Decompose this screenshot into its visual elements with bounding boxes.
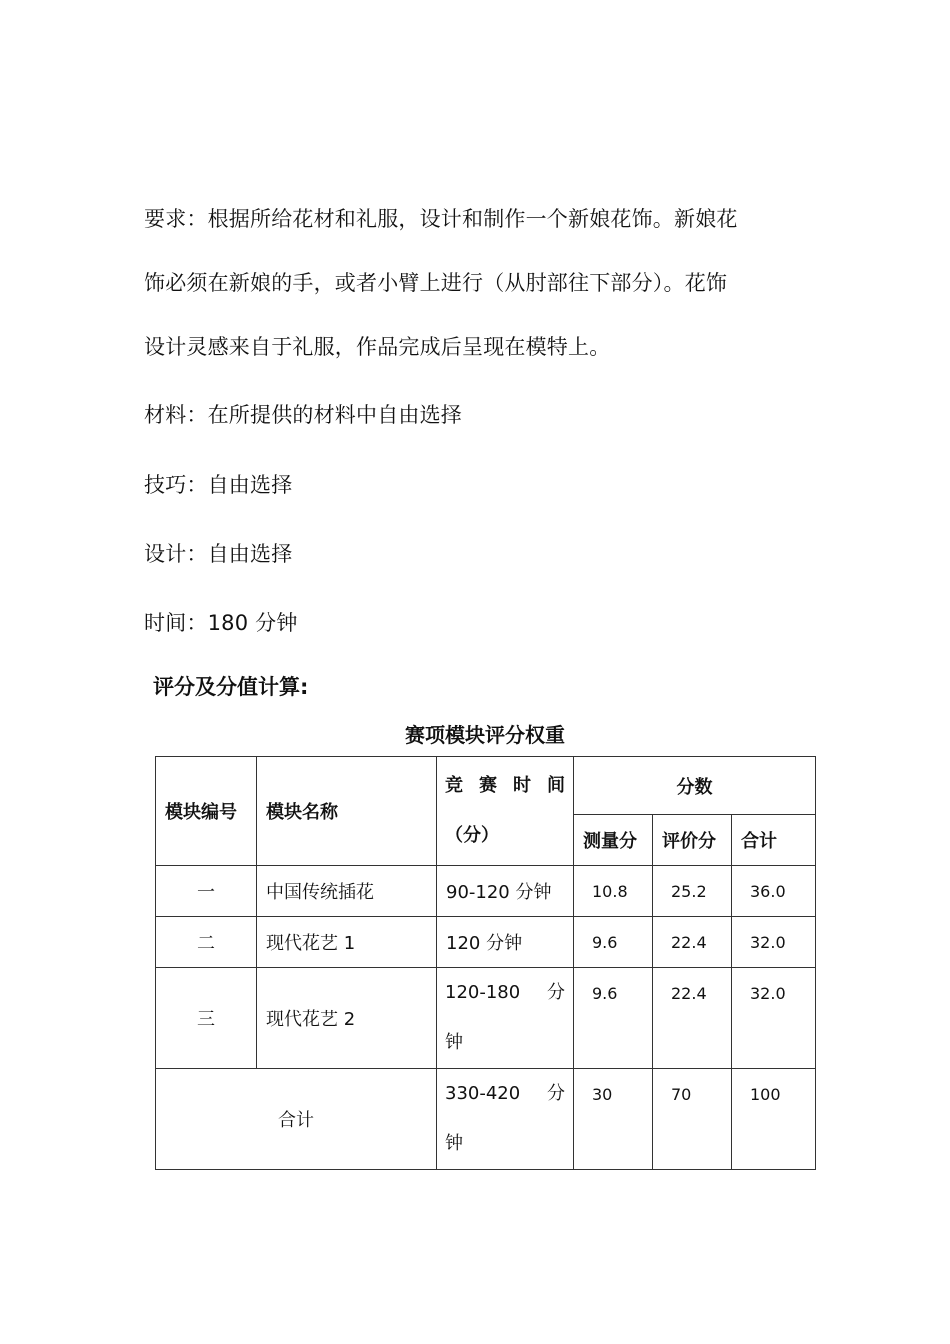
scoring-heading: 评分及分值计算: (153, 675, 309, 699)
row-time-line-2: 钟 (445, 1032, 463, 1053)
materials-text: 材料：在所提供的材料中自由选择 (144, 403, 462, 427)
row-evaluate: 22.4 (653, 917, 732, 968)
total-measure: 30 (574, 1069, 653, 1170)
row-total: 32.0 (732, 968, 816, 1069)
technique-text: 技巧：自由选择 (144, 473, 293, 497)
row-module-name: 现代花艺 2 (257, 968, 437, 1069)
row-module-no: 一 (156, 866, 257, 917)
header-evaluate: 评价分 (653, 815, 732, 866)
row-total: 36.0 (732, 866, 816, 917)
table-row (156, 968, 816, 1069)
table-row (156, 866, 816, 917)
table-row (156, 917, 816, 968)
header-time (437, 757, 574, 866)
header-total: 合计 (732, 815, 816, 866)
row-module-no: 三 (156, 968, 257, 1069)
total-time (437, 1069, 574, 1170)
header-module-no: 模块编号 (156, 757, 257, 866)
requirements-line-1: 要求：根据所给花材和礼服，设计和制作一个新娘花饰。新娘花 (144, 207, 738, 231)
row-time-line-1: 120-180 分 (445, 982, 565, 1003)
time-text: 时间：180 分钟 (144, 611, 298, 635)
header-score: 分数 (574, 757, 816, 815)
row-evaluate: 22.4 (653, 968, 732, 1069)
row-measure: 10.8 (574, 866, 653, 917)
total-total: 100 (732, 1069, 816, 1170)
row-time: 90-120 分钟 (437, 866, 574, 917)
row-measure: 9.6 (574, 917, 653, 968)
total-evaluate: 70 (653, 1069, 732, 1170)
total-time-line-1: 330-420 分 (445, 1083, 565, 1104)
row-module-name: 现代花艺 1 (257, 917, 437, 968)
header-time-unit: （分） (445, 825, 499, 846)
row-measure: 9.6 (574, 968, 653, 1069)
row-time (437, 968, 574, 1069)
row-module-name: 中国传统插花 (257, 866, 437, 917)
table-title: 赛项模块评分权重 (405, 723, 565, 747)
requirements-line-3: 设计灵感来自于礼服，作品完成后呈现在模特上。 (144, 335, 611, 359)
table-total-row (156, 1069, 816, 1170)
row-total: 32.0 (732, 917, 816, 968)
total-time-line-2: 钟 (445, 1133, 463, 1154)
header-time-label: 竞 赛 时 间 (445, 775, 565, 796)
row-evaluate: 25.2 (653, 866, 732, 917)
score-weight-table (155, 756, 816, 1170)
total-label: 合计 (156, 1069, 437, 1170)
header-measure: 测量分 (574, 815, 653, 866)
requirements-line-2: 饰必须在新娘的手，或者小臂上进行（从肘部往下部分）。花饰 (144, 271, 728, 295)
header-module-name: 模块名称 (257, 757, 437, 866)
row-module-no: 二 (156, 917, 257, 968)
row-time: 120 分钟 (437, 917, 574, 968)
design-text: 设计：自由选择 (144, 542, 293, 566)
